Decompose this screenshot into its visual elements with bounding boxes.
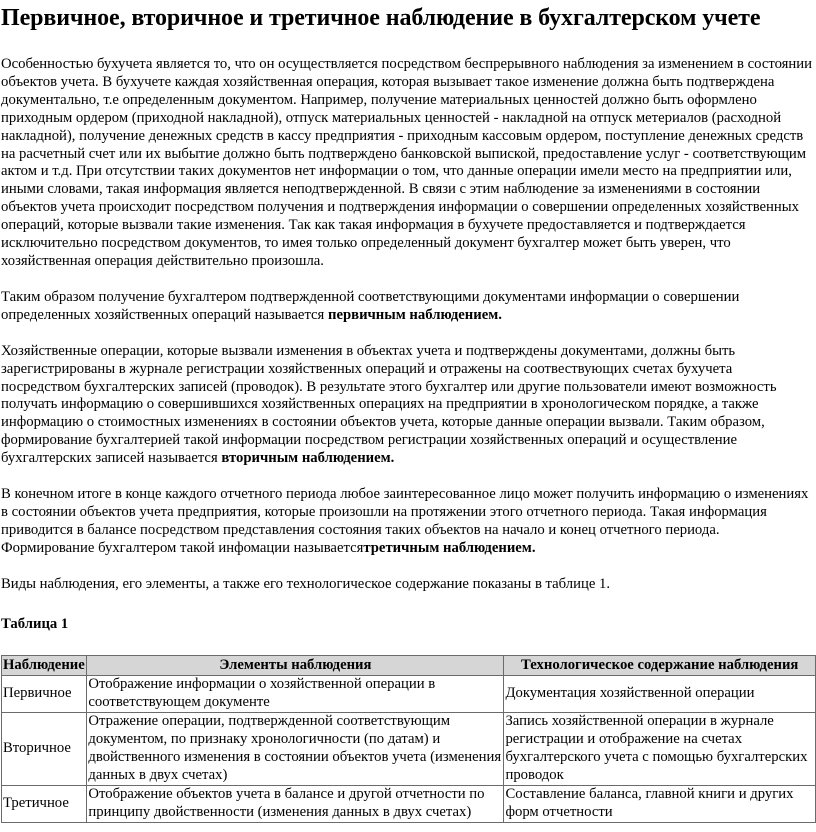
term-secondary-observation: вторичным наблюдением. xyxy=(221,450,395,467)
term-tertiary-observation: третичным наблюдением. xyxy=(363,539,536,556)
paragraph-text: Хозяйственные операции, которые вызвали изменения в объектах учета и подтверждены документами, должны быть зарегистрированы в журнале регистрации хозяйственных операций и отражены на соотвествующих счетах бухучета посредством бухгалтерских записей (проводок). В результате этого бухгалтер или другие пользователи имеют возможность получать информацию о совершившихся хозяйственных операциях на предприятии в хронологическом порядке, а также информацию о стоимостных изменениях в состоянии объектов учета, которые данные операции вызвали. Таким образом, формирование бухгалтерией такой информации посредством регистрации хозяйственных операций и осуществление бухгалтерских записей называется xyxy=(1,342,777,467)
paragraph-secondary-observation xyxy=(1,343,812,468)
paragraph-tertiary-observation xyxy=(1,486,812,558)
table-header-cell: Технологическое содержание наблюдения xyxy=(504,656,816,676)
table-cell: Отображение информации о хозяйственной операции в соответствующем документе xyxy=(87,676,504,713)
table-row xyxy=(2,785,816,822)
table-cell: Отображение объектов учета в балансе и другой отчетности по принципу двойственности (изменения данных в двух счетах) xyxy=(87,785,504,822)
table-row xyxy=(2,676,816,713)
table-header-row xyxy=(2,656,816,676)
paragraph-intro: Особенностью бухучета является то, что он осуществляется посредством беспрерывного наблюдения за изменением в состоянии объектов учета. В бухучете каждая хозяйственная операция, которая вызывает такое изменение должна быть подтверждена документально, т.е определенным документом. Например, получение материальных ценностей должно быть оформлено приходным ордером (приходной накладной), отпуск материальных ценностей - накладной на отпуск метериалов (расходной накладной), получение денежных средств в кассу предприятия - приходным кассовым ордером, поступление денежных средств на расчетный счет или их выбытие должно быть подтверждено банковской выпиской, предоставление услуг - соответствующим актом и т.д. При отсутствии таких документов нет информации о том, что данные операции имели место на предприятии или, иными словами, такая информация является неподтвержденной. В связи с этим наблюдение за изменениями в состоянии объектов учета происходит посредством получения и подтверждения информации о совершении определенных хозяйственных операций, которые вызвали такие изменения. Так как такая информация в бухучете предоставляется и подтверждается исключительно посредством документов, то имея только определенный документ бухгалтер может быть уверен, что хозяйственная операция действительно произошла. xyxy=(1,56,812,269)
observation-table xyxy=(1,655,816,822)
paragraph-text: Таким образом получение бухгалтером подтвержденной соответствующими документами информации о совершении определенных хозяйственных операций называется xyxy=(1,288,740,323)
paragraph-primary-observation xyxy=(1,289,812,325)
paragraph-text: В конечном итоге в конце каждого отчетного периода любое заинтересованное лицо может получить информацию о изменениях в состоянии объектов учета предприятия, которые произошли на протяжении этого отчетного периода. Такая информация приводится в балансе посредством представления состояния таких объектов на начало и конец отчетного периода. Формирование бухгалтером такой инфомации называется xyxy=(1,486,809,556)
table-cell: Вторичное xyxy=(2,713,87,786)
table-cell: Запись хозяйственной операции в журнале регистрации и отображение на счетах бухгалтерского учета с помощью бухгалтерских проводок xyxy=(504,713,816,786)
table-cell: Третичное xyxy=(2,785,87,822)
page-title: Первичное, вторичное и третичное наблюдение в бухгалтерском учете xyxy=(1,5,761,31)
document-page xyxy=(0,4,816,823)
table-cell: Документация хозяйственной операции xyxy=(504,676,816,713)
table-header-cell: Элементы наблюдения xyxy=(87,656,504,676)
table-header-cell: Наблюдение xyxy=(2,656,87,676)
table-caption: Таблица 1 xyxy=(1,615,69,632)
table-cell: Первичное xyxy=(2,676,87,713)
table-row xyxy=(2,713,816,786)
table-cell: Отражение операции, подтвержденной соответствующим документом, по признаку хронологичности (по датам) и двойственного изменения в состоянии объектов учета (изменения данных в двух счетах) xyxy=(87,713,504,786)
term-primary-observation: первичным наблюдением. xyxy=(327,306,502,323)
paragraph-table-reference: Виды наблюдения, его элементы, а также его технологическое содержание показаны в таблице 1. xyxy=(1,575,611,592)
table-cell: Составление баланса, главной книги и других форм отчетности xyxy=(504,785,816,822)
